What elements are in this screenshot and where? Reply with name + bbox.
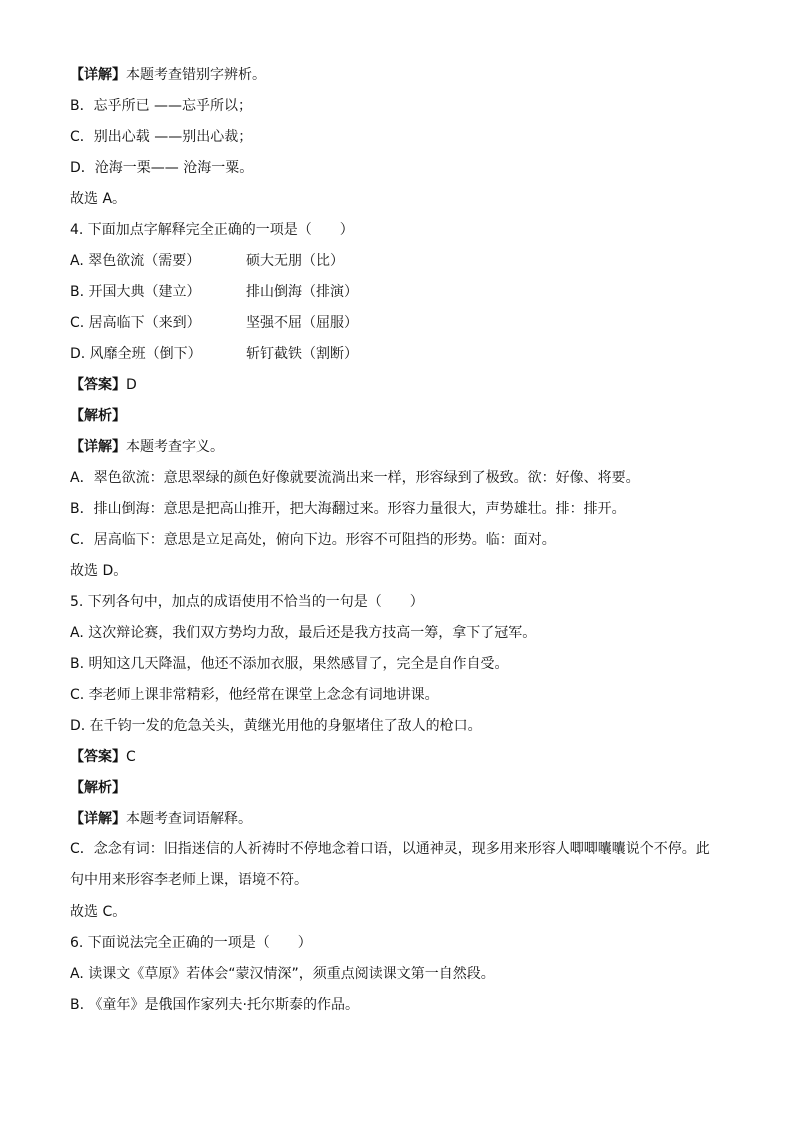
- choice-line: 故选 C。: [70, 904, 127, 920]
- answer-line: C．别出心载 ——别出心裁；: [70, 129, 253, 145]
- option-d: D. 在千钧一发的危急关头，黄继光用他的身躯堵住了敌人的枪口。: [70, 718, 482, 734]
- detail-heading-3: 【详解】本题考查词语解释。: [70, 811, 252, 827]
- analysis-tag: 【解析】: [70, 408, 126, 424]
- explanation-paragraph: C．念念有词：旧指迷信的人祈祷时不停地念着口语，以通神灵，现多用来形容人唧唧囔囔说个不停。此句中用来形容李老师上课，语境不符。: [70, 841, 710, 888]
- explanation-line: A．翠色欲流：意思翠绿的颜色好像就要流淌出来一样，形容绿到了极致。欲：好像、将要。: [70, 470, 640, 486]
- option-a: A. 读课文《草原》若体会“蒙汉情深”，须重点阅读课文第一自然段。: [70, 966, 495, 982]
- option-c: C. 居高临下（来到） 坚强不屈（屈服）: [70, 315, 358, 331]
- option-b: B. 明知这几天降温，他还不添加衣服，果然感冒了，完全是自作自受。: [70, 656, 509, 672]
- option-a: A. 这次辩论赛，我们双方势均力敌，最后还是我方技高一筹，拿下了冠军。: [70, 625, 537, 641]
- answer-line: B．忘乎所已 ——忘乎所以；: [70, 98, 253, 114]
- answer-line: D．沧海一栗—— 沧海一粟。: [70, 160, 254, 176]
- answer-tag: 【答案】C: [70, 749, 136, 765]
- answer-tag: 【答案】D: [70, 377, 137, 393]
- choice-line: 故选 A。: [70, 191, 127, 207]
- explanation-line: B．排山倒海：意思是把高山推开，把大海翻过来。形容力量很大，声势雄壮。排：排开。: [70, 501, 626, 517]
- choice-line: 故选 D。: [70, 563, 128, 579]
- option-c: C. 李老师上课非常精彩，他经常在课堂上念念有词地讲课。: [70, 687, 439, 703]
- question-4: 4. 下面加点字解释完全正确的一项是（ ）: [70, 222, 354, 238]
- question-6: 6. 下面说法完全正确的一项是（ ）: [70, 935, 312, 951]
- option-a: A. 翠色欲流（需要） 硕大无朋（比）: [70, 253, 344, 269]
- detail-heading-1: 【详解】本题考查错别字辨析。: [70, 67, 266, 83]
- analysis-tag: 【解析】: [70, 780, 126, 796]
- detail-heading-2: 【详解】本题考查字义。: [70, 439, 224, 455]
- explanation-line: C．居高临下：意思是立足高处，俯向下边。形容不可阻挡的形势。临：面对。: [70, 532, 556, 548]
- option-d: D. 风靡全班（倒下） 斩钉截铁（割断）: [70, 346, 358, 362]
- question-5: 5. 下列各句中，加点的成语使用不恰当的一句是（ ）: [70, 594, 424, 610]
- option-b: B. 开国大典（建立） 排山倒海（排演）: [70, 284, 358, 300]
- option-b: B. 《童年》是俄国作家列夫·托尔斯泰的作品。: [70, 997, 359, 1013]
